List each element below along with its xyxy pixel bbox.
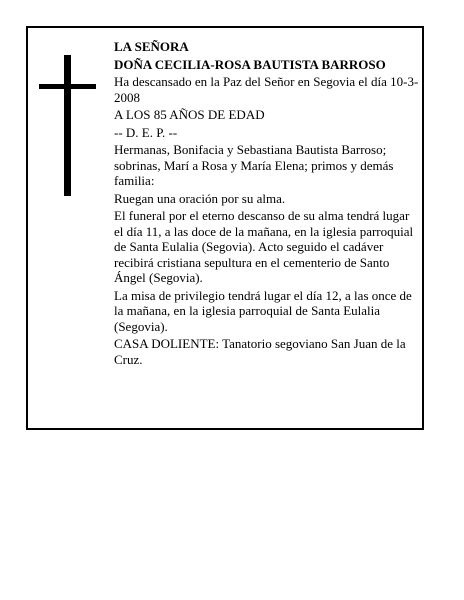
notice-text — [114, 39, 420, 369]
rip-line: -- D. E. P. -- — [114, 124, 178, 140]
notice-title: LA SEÑORA — [114, 39, 189, 54]
age-at-death: A LOS 85 AÑOS DE EDAD — [114, 107, 265, 122]
cross-horizontal-bar — [39, 84, 96, 89]
death-statement: Ha descansado en la Paz del Señor en Segovia el día 10-3-2008 — [114, 74, 419, 105]
deceased-name: DOÑA CECILIA-ROSA BAUTISTA BARROSO — [114, 56, 386, 72]
family-list: Hermanas, Bonifacia y Sebastiana Bautista Barroso; sobrinas, Marí a Rosa y María Elena; primos y demás familia: — [114, 142, 394, 188]
cross-vertical-bar — [64, 55, 71, 196]
mourning-house: CASA DOLIENTE: Tanatorio segoviano San Juan de la Cruz. — [114, 336, 406, 367]
mass-details: La misa de privilegio tendrá lugar el día 12, a las once de la mañana, en la iglesia parroquial de Santa Eulalia (Segovia). — [114, 287, 412, 334]
prayer-request: Ruegan una oración por su alma. — [114, 190, 286, 206]
funeral-details: El funeral por el eterno descanso de su alma tendrá lugar el día 11, a las doce de la mañana, en la iglesia parroquial de Santa Eulalia (Segovia). Acto seguido el cadáver recibirá cristiana sepultura en el cementerio de Santo Ángel (Segovia). — [114, 208, 414, 285]
